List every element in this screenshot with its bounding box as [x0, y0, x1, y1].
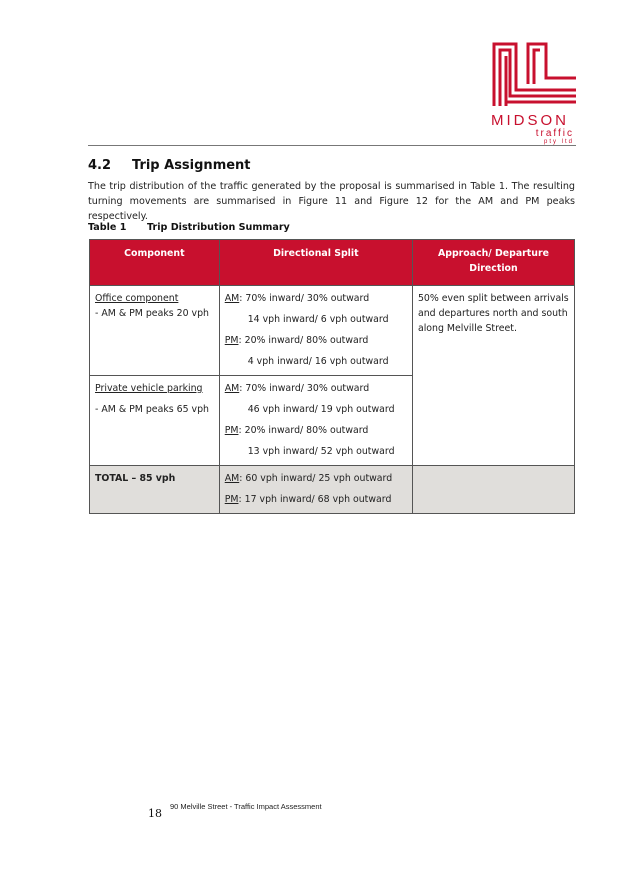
header-approach-direction: Approach/ Departure Direction	[412, 240, 574, 286]
component-cell	[90, 376, 220, 466]
split-cell	[219, 376, 412, 466]
pm-vph: 13 vph inward/ 52 vph outward	[247, 446, 395, 457]
component-detail: - AM & PM peaks 20 vph	[95, 308, 209, 319]
section-heading	[88, 158, 251, 173]
midson-logo-mark	[488, 38, 580, 110]
approach-cell: 50% even split between arrivals and departures north and south along Melville Street.	[412, 286, 574, 466]
brand-suffix: pty ltd	[543, 139, 574, 145]
pm-split: PM: 20% inward/ 80% outward	[224, 425, 369, 436]
total-split-cell	[219, 466, 412, 514]
trip-distribution-table	[89, 239, 575, 514]
am-vph: 14 vph inward/ 6 vph outward	[247, 314, 389, 325]
component-detail: - AM & PM peaks 65 vph	[95, 404, 209, 415]
section-number: 4.2	[88, 158, 112, 173]
header-component: Component	[90, 240, 220, 286]
total-approach-cell	[412, 466, 574, 514]
total-label: TOTAL – 85 vph	[90, 466, 220, 514]
midson-logo	[484, 38, 580, 148]
table-row	[90, 286, 575, 376]
section-paragraph: The trip distribution of the traffic generated by the proposal is summarised in Table 1. The resulting turning movements are summarised in Figure 11 and Figure 12 for the AM and PM peaks respectively.	[88, 181, 575, 222]
component-title: Office component	[95, 293, 179, 304]
page-number: 18	[148, 807, 162, 820]
am-vph: 46 vph inward/ 19 vph outward	[247, 404, 395, 415]
header-directional-split: Directional Split	[219, 240, 412, 286]
brand-name: MIDSON	[491, 112, 569, 129]
total-am: AM: 60 vph inward/ 25 vph outward	[224, 473, 393, 484]
header-rule	[88, 145, 576, 146]
table-header-row	[90, 240, 575, 286]
am-split: AM: 70% inward/ 30% outward	[224, 383, 370, 394]
table-caption	[88, 222, 290, 233]
section-title: Trip Assignment	[132, 158, 251, 173]
split-cell	[219, 286, 412, 376]
pm-split: PM: 20% inward/ 80% outward	[224, 335, 369, 346]
pm-vph: 4 vph inward/ 16 vph outward	[247, 356, 389, 367]
brand-subtitle: traffic	[535, 128, 574, 139]
footer-text: 90 Melville Street - Traffic Impact Assessment	[170, 802, 322, 811]
table-caption-title: Trip Distribution Summary	[147, 222, 290, 233]
component-title: Private vehicle parking	[95, 383, 203, 394]
total-row	[90, 466, 575, 514]
total-pm: PM: 17 vph inward/ 68 vph outward	[224, 494, 392, 505]
am-split: AM: 70% inward/ 30% outward	[224, 293, 370, 304]
component-cell	[90, 286, 220, 376]
table-caption-number: Table 1	[88, 222, 127, 233]
